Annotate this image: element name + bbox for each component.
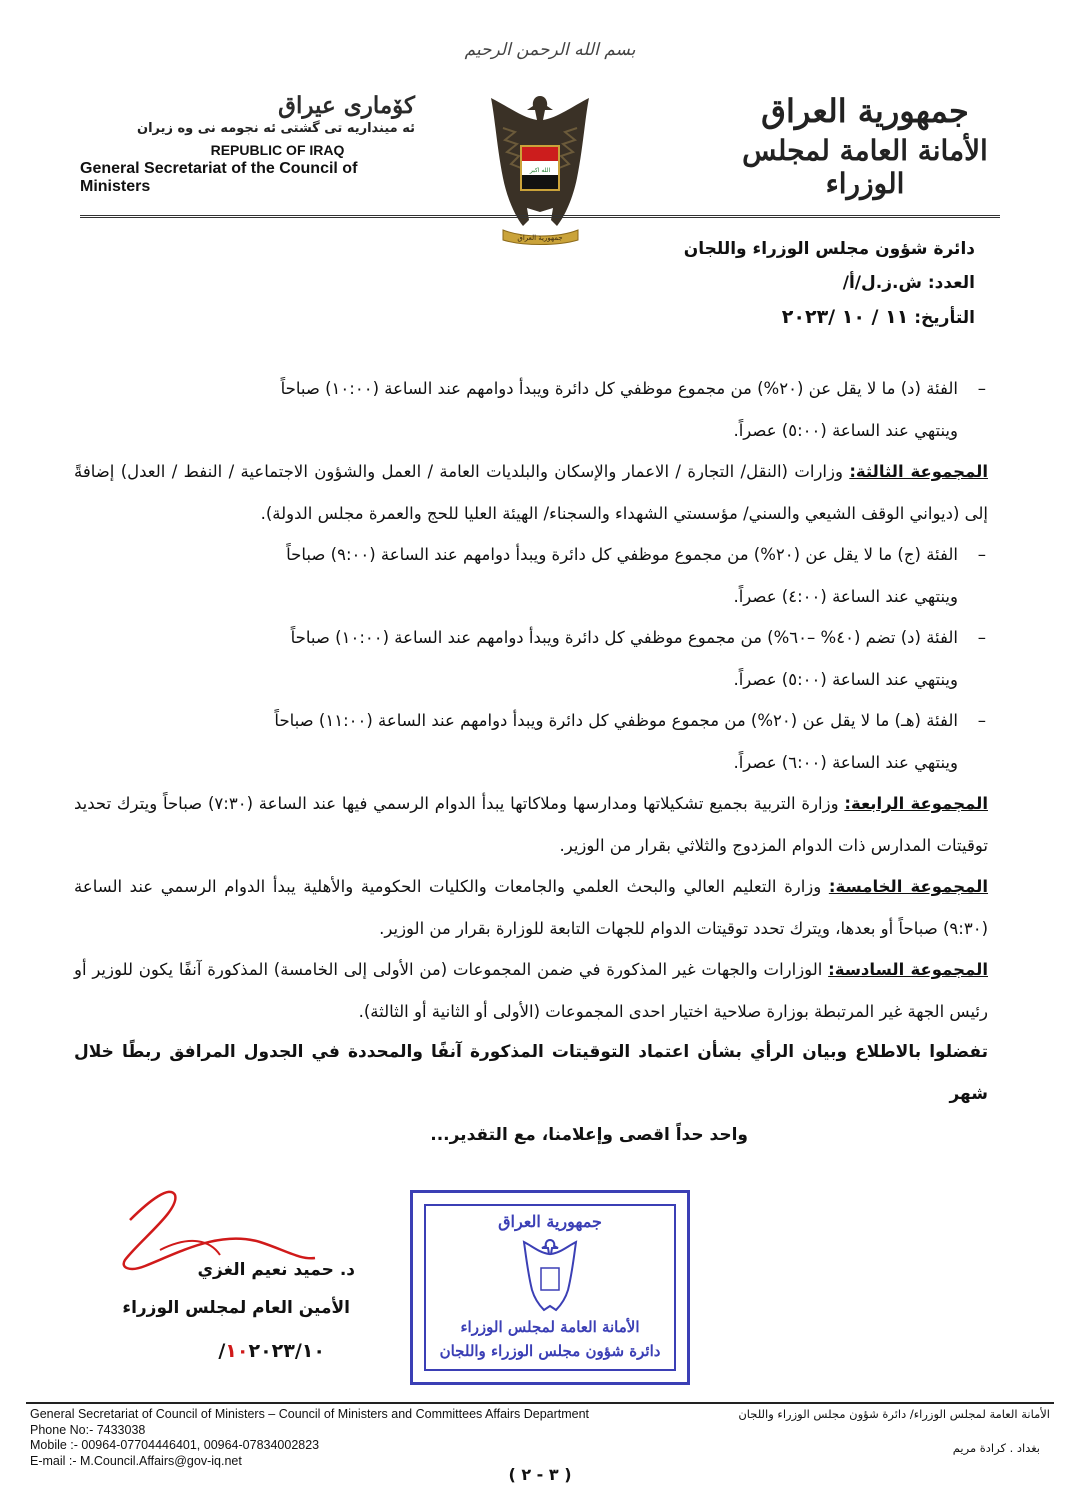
footer-divider (26, 1402, 1054, 1404)
item-line: وينتهي عند الساعة (٥:٠٠) عصراً. (733, 420, 958, 440)
footer-phone: Phone No:- 7433038 (30, 1422, 146, 1437)
stamp-line-1: الأمانة العامة لمجلس الوزراء (460, 1318, 640, 1336)
item-line: وينتهي عند الساعة (٦:٠٠) عصراً. (733, 752, 958, 772)
signatory-name: د. حميد نعيم الغزي (197, 1260, 355, 1280)
iraq-eagle-emblem-icon (483, 88, 598, 248)
group-label: المجموعة الخامسة: (828, 877, 989, 896)
arabic-secretariat: الأمانة العامة لمجلس الوزراء (742, 134, 988, 200)
group-text: وزارة التربية بجميع تشكيلاتها ومدارسها وملاكاتها يبدأ الدوام الرسمي فيها عند الساعة (٧:٣٠) صباحاً ويترك تحديد توقيتات المدارس ذات الدوام المزدوج والثلاثي بقرار من الوزير. (74, 794, 988, 855)
kurdish-title: كۆمارى عيراق (278, 92, 415, 119)
closing-line: واحد حداً اقصى وإعلامنا، مع التقدير... (430, 1125, 748, 1145)
letterhead-left (80, 92, 415, 196)
date-value: ١١ / ١٠ /٢٠٢٣ (781, 306, 909, 328)
group-text: الوزارات والجهات غير المذكورة في ضمن المجموعات (من الأولى إلى الخامسة) المذكورة آنفًا يكون للوزير أو رئيس الجهة غير المرتبطة بوزارة صلاحية اختيار احدى المجموعات (الأولى أو الثانية أو الثالثة). (74, 960, 988, 1021)
footer-arabic-address: بغداد . كرادة مريم (952, 1441, 1040, 1455)
group-label: المجموعة الرابعة: (844, 794, 988, 813)
letter-meta (475, 232, 975, 335)
group-paragraph (74, 451, 988, 534)
item-line: الفئة (ج) ما لا يقل عن (٢٠%) من مجموع موظفي كل دائرة ويبدأ دوامهم عند الساعة (٩:٠٠) صباحاً (286, 545, 958, 564)
group-paragraph (74, 783, 988, 866)
signature-block (90, 1180, 380, 1380)
item-line: وينتهي عند الساعة (٥:٠٠) عصراً. (733, 669, 958, 689)
footer-english (30, 1407, 589, 1469)
group-paragraph (74, 866, 988, 949)
english-republic: REPUBLIC OF IRAQ (210, 142, 345, 158)
svg-text:الله اكبر: الله اكبر (529, 167, 551, 174)
header-divider (80, 215, 1000, 218)
letter-date (475, 300, 975, 335)
official-stamp (410, 1190, 690, 1385)
footer-arabic-org: الأمانة العامة لمجلس الوزراء/ دائرة شؤون مجلس الوزراء واللجان (738, 1407, 1050, 1421)
basmala: بسم الله الرحمن الرحيم (464, 40, 636, 60)
english-secretariat: General Secretariat of the Council of Ministers (80, 160, 358, 195)
signatory-title: الأمين العام لمجلس الوزراء (122, 1298, 350, 1318)
list-item: – الفئة (د) تضم (٤٠% –٦٠%) من مجموع موظفي كل دائرة ويبدأ دوامهم عند الساعة (١٠:٠٠) صباحاً وينتهي عند الساعة (٥:٠٠) عصراً. (290, 628, 986, 689)
signature-date-rest: ٢٠٢٣/١٠/ (218, 1340, 325, 1362)
item-line: الفئة (هـ) ما لا يقل عن (٢٠%) من مجموع موظفي كل دائرة ويبدأ دوامهم عند الساعة (١١:٠٠) صباحاً (274, 711, 958, 730)
signature-date-day: ١٠ (225, 1340, 249, 1362)
item-line: وينتهي عند الساعة (٤:٠٠) عصراً. (733, 586, 958, 606)
list-item: – الفئة (هـ) ما لا يقل عن (٢٠%) من مجموع موظفي كل دائرة ويبدأ دوامهم عند الساعة (١١:٠٠) صباحاً وينتهي عند الساعة (٦:٠٠) عصراً. (274, 711, 986, 772)
group-text: وزارة التعليم العالي والبحث العلمي والجامعات والكليات الحكومية والأهلية يبدأ الدوام الرسمي عند الساعة (٩:٣٠) صباحاً أو بعدها، ويترك تحدد توقيتات الدوام للجهات التابعة للوزارة بقرار من الوزير. (74, 877, 988, 938)
footer-org: General Secretariat of Council of Ministers – Council of Ministers and Committees Affairs Department (30, 1407, 590, 1421)
arabic-republic: جمهورية العراق (761, 92, 969, 130)
emblem-band-text: جمهورية العراق (517, 234, 563, 242)
reference-number: العدد: ش.ز.ل/أ/ (842, 273, 975, 293)
group-label: المجموعة السادسة: (828, 960, 988, 979)
list-item: – الفئة (د) ما لا يقل عن (٢٠%) من مجموع موظفي كل دائرة ويبدأ دوامهم عند الساعة (١٠:٠٠) صباحاً وينتهي عند الساعة (٥:٠٠) عصراً. (280, 379, 986, 440)
page-number: ( ٣ - ٢ ) (508, 1465, 572, 1484)
closing-line: تفضلوا بالاطلاع وبيان الرأي بشأن اعتماد التوقيتات المذكورة آنفًا والمحددة في الجدول المرافق ربطًا خلال شهر (74, 1042, 988, 1104)
footer-mobile: Mobile :- 00964-07704446401, 00964-07834002823 (30, 1438, 320, 1452)
date-label: التأريخ: (914, 308, 975, 328)
closing-paragraph (74, 1032, 988, 1157)
group-text: وزارات (النقل/ التجارة / الاعمار والإسكان والبلديات العامة / العمل والشؤون الاجتماعية / النفط / العدل) إضافةً إلى (ديواني الوقف الشيعي والسني/ مؤسستي الشهداء والسجناء/ الهيئة العليا للحج والعمرة مجلس الدولة). (74, 462, 988, 523)
list-item: – الفئة (ج) ما لا يقل عن (٢٠%) من مجموع موظفي كل دائرة ويبدأ دوامهم عند الساعة (٩:٠٠) صباحاً وينتهي عند الساعة (٤:٠٠) عصراً. (286, 545, 986, 606)
stamp-eagle-icon (520, 1236, 580, 1314)
stamp-line-2: دائرة شؤون مجلس الوزراء واللجان (439, 1342, 661, 1360)
kurdish-subtitle: ئه مینداریه تى گشتى ئه نجومه نى وه زيران (136, 121, 415, 136)
group-paragraph (74, 949, 988, 1032)
letterhead-right (730, 92, 1000, 200)
stamp-top-text: جمهورية العراق (498, 1212, 602, 1231)
letter-body (74, 368, 988, 1157)
signature-date (218, 1340, 325, 1362)
footer-email: E-mail :- M.Council.Affairs@gov-iq.net (30, 1453, 242, 1468)
group-label: المجموعة الثالثة: (849, 462, 988, 481)
item-line: الفئة (د) ما لا يقل عن (٢٠%) من مجموع موظفي كل دائرة ويبدأ دوامهم عند الساعة (١٠:٠٠) صباحاً (280, 379, 958, 398)
department-name: دائرة شؤون مجلس الوزراء واللجان (683, 239, 975, 259)
item-line: الفئة (د) تضم (٤٠% –٦٠%) من مجموع موظفي كل دائرة ويبدأ دوامهم عند الساعة (١٠:٠٠) صباحاً (290, 628, 958, 647)
